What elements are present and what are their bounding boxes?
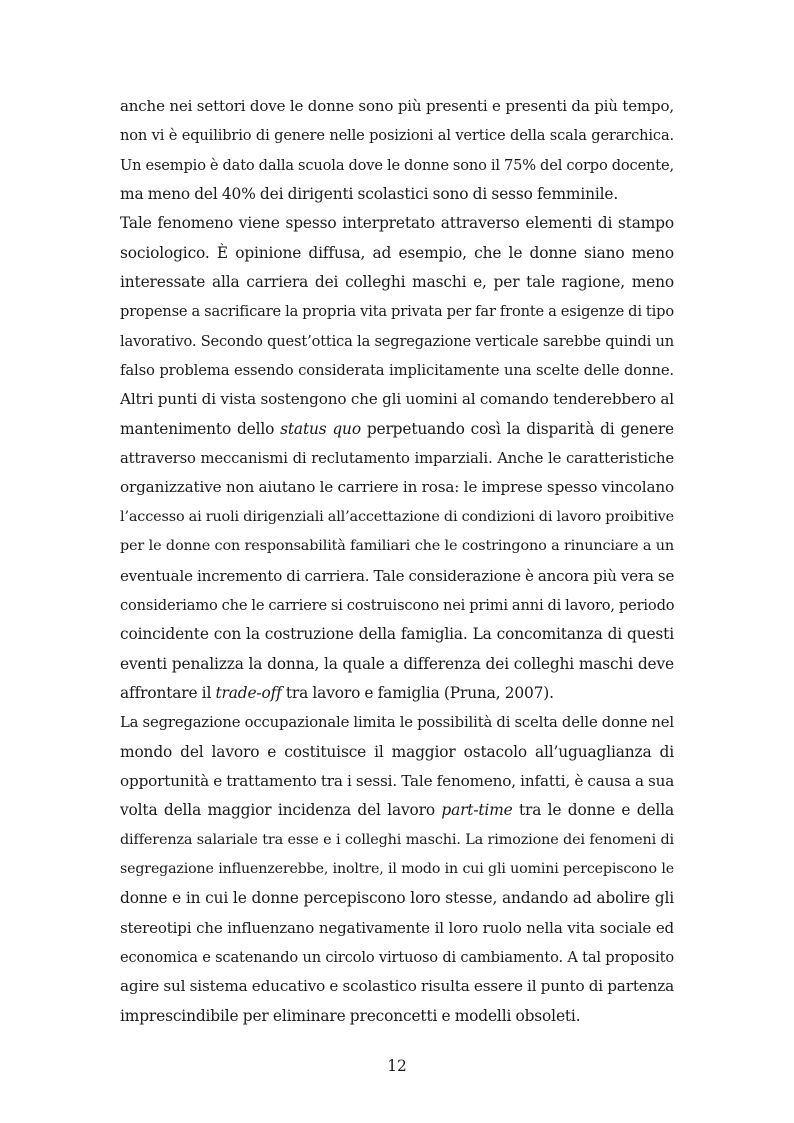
text-line xyxy=(120,532,674,561)
text-run: Altri punti di vista sostengono che gli uomini al comando tenderebbero al xyxy=(120,390,674,409)
text-line xyxy=(120,180,674,209)
text-run: differenza salariale tra esse e i colleghi maschi. La rimozione dei fenomeni di xyxy=(120,831,674,848)
text-line xyxy=(120,679,674,708)
italic-term: part-time xyxy=(441,801,513,820)
text-run: volta della maggior incidenza del lavoro xyxy=(120,801,442,820)
text-run: eventuale incremento di carriera. Tale considerazione è ancora più vera se xyxy=(120,566,675,585)
text-run: attraverso meccanismi di reclutamento imparziali. Anche le caratteristiche xyxy=(120,450,674,468)
text-run: per le donne con responsabilità familiari che le costringono a rinunciare a un xyxy=(120,538,674,555)
text-run: lavorativo. Secondo quest’ottica la segregazione verticale sarebbe quindi un xyxy=(120,332,674,350)
text-line xyxy=(120,620,674,649)
text-run: tra lavoro e famiglia (Pruna, 2007). xyxy=(281,683,554,702)
text-run: falso problema essendo considerata implicitamente una scelte delle donne. xyxy=(120,362,674,380)
text-line xyxy=(120,591,674,620)
text-run: non vi è equilibrio di genere nelle posizioni al vertice della scala gerarchica. xyxy=(120,127,674,145)
text-run: perpetuando così la disparità di genere xyxy=(360,419,674,438)
text-run: affrontare il xyxy=(120,683,216,702)
text-line xyxy=(120,650,674,679)
page-number: 12 xyxy=(387,1057,407,1075)
text-line xyxy=(120,356,674,385)
text-line xyxy=(120,121,674,150)
text-run: donne e in cui le donne percepiscono loro stesse, andando ad abolire gli xyxy=(120,889,674,908)
text-line xyxy=(120,943,674,972)
paragraph xyxy=(120,209,674,708)
text-line xyxy=(120,972,674,1001)
text-run: Tale fenomeno viene spesso interpretato attraverso elementi di stampo xyxy=(120,214,674,233)
text-run: economica e scatenando un circolo virtuoso di cambiamento. A tal proposito xyxy=(120,948,674,966)
text-run: La segregazione occupazionale limita le possibilità di scelta delle donne nel xyxy=(120,714,674,732)
text-run: imprescindibile per eliminare preconcetti e modelli obsoleti. xyxy=(120,1006,581,1025)
text-line xyxy=(120,444,674,473)
text-line xyxy=(120,708,674,737)
text-line xyxy=(120,385,674,414)
text-run: coincidente con la costruzione della famiglia. La concomitanza di questi xyxy=(120,625,674,644)
text-run: stereotipi che influenzano negativamente il loro ruolo nella vita sociale ed xyxy=(120,918,674,937)
text-line xyxy=(120,1002,674,1031)
text-run: organizzative non aiutano le carriere in rosa: le imprese spesso vincolano xyxy=(120,478,674,497)
text-line xyxy=(120,738,674,767)
text-run: interessate alla carriera dei colleghi maschi e, per tale ragione, meno xyxy=(120,273,674,292)
text-run: mantenimento dello xyxy=(120,419,281,438)
text-line xyxy=(120,914,674,943)
text-run: tra le donne e della xyxy=(512,801,674,820)
text-line xyxy=(120,503,674,532)
document-body xyxy=(120,92,674,1031)
text-line xyxy=(120,473,674,502)
text-run: Un esempio è dato dalla scuola dove le donne sono il 75% del corpo docente, xyxy=(120,156,674,174)
text-line xyxy=(120,826,674,855)
text-line xyxy=(120,884,674,913)
italic-term: status quo xyxy=(280,419,361,438)
text-run: propense a sacrificare la propria vita privata per far fronte a esigenze di tipo xyxy=(120,303,674,321)
text-line xyxy=(120,562,674,591)
paragraph xyxy=(120,708,674,1031)
text-line xyxy=(120,239,674,268)
text-line xyxy=(120,796,674,825)
text-run: opportunità e trattamento tra i sessi. Tale fenomeno, infatti, è causa a sua xyxy=(120,771,675,790)
text-run: consideriamo che le carriere si costruiscono nei primi anni di lavoro, periodo xyxy=(120,596,675,614)
text-line xyxy=(120,209,674,238)
text-run: mondo del lavoro e costituisce il maggior ostacolo all’uguaglianza di xyxy=(120,742,674,761)
text-run: l’accesso ai ruoli dirigenziali all’accettazione di condizioni di lavoro proibitive xyxy=(120,508,674,525)
text-line xyxy=(120,268,674,297)
text-line xyxy=(120,855,674,884)
text-line xyxy=(120,415,674,444)
text-run: eventi penalizza la donna, la quale a differenza dei colleghi maschi deve xyxy=(120,654,674,673)
text-run: agire sul sistema educativo e scolastico risulta essere il punto di partenza xyxy=(120,977,674,996)
paragraph xyxy=(120,92,674,209)
text-run: segregazione influenzerebbe, inoltre, il modo in cui gli uomini percepiscono le xyxy=(120,860,674,877)
text-line xyxy=(120,767,674,796)
text-line xyxy=(120,297,674,326)
italic-term: trade-off xyxy=(215,683,282,702)
text-line xyxy=(120,151,674,180)
text-line xyxy=(120,327,674,356)
text-line xyxy=(120,92,674,121)
text-run: anche nei settori dove le donne sono più presenti e presenti da più tempo, xyxy=(120,97,674,115)
text-run: ma meno del 40% dei dirigenti scolastici sono di sesso femminile. xyxy=(120,185,619,204)
text-run: sociologico. È opinione diffusa, ad esempio, che le donne siano meno xyxy=(120,243,674,262)
